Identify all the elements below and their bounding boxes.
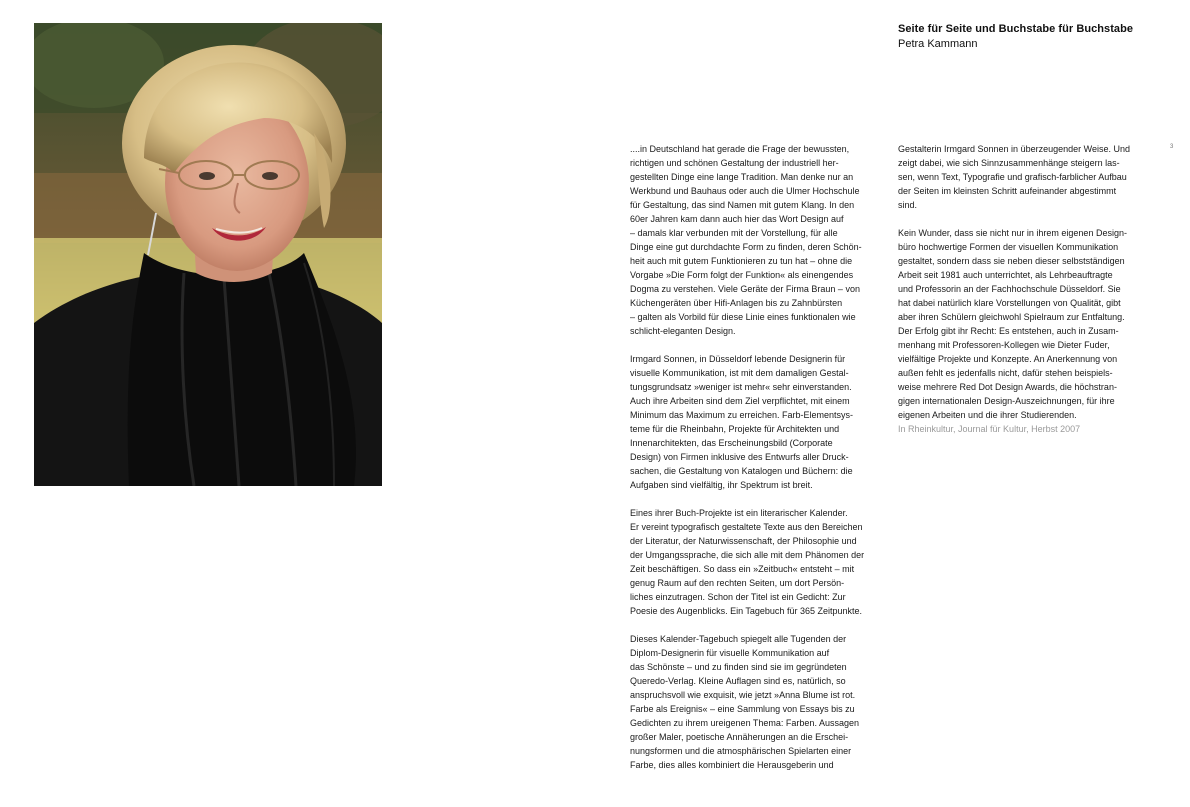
paragraph: Dieses Kalender-Tagebuch spiegelt alle Tugenden der Diplom-Designerin für visuelle Kommunikation auf das Schönste – und zu finden sind sie im gegründeten Queredo-Verlag. Kleine Auflagen sind es, natürlich, so anspruchsvoll wie exquisit, wie jetzt »Anna Blume ist rot. Farbe als Ereignis« – eine Sammlung von Essays bis zu Gedichten zu ihrem ureigenen Thema: Farben. Aussagen großer Maler, poetische Annäherungen an die Erschei- nungsformen und die atmosphärischen Spielarten einer Farbe, dies alles kombiniert die Herausgeberin und	[630, 634, 859, 770]
source-note: In Rheinkultur, Journal für Kultur, Herbst 2007	[898, 424, 1081, 434]
paragraph: Irmgard Sonnen, in Düsseldorf lebende Designerin für visuelle Kommunikation, ist mit dem damaligen Gestal- tungsgrundsatz »weniger ist mehr« sehr einverstanden. Auch ihre Arbeiten sind dem Ziel verpflichtet, mit einem Minimum das Maximum zu erreichen. Farb-Elementsys- teme für die Rheinbahn, Projekte für Architekten und Innenarchitekten, das Erscheinungsbild (Corporate Design) von Firmen inklusive des Entwurfs aller Druck- sachen, die Gestaltung von Katalogen und Büchern: die Aufgaben sind vielfältig, ihr Spektrum ist breit.	[630, 354, 854, 490]
text-column-left	[630, 142, 892, 786]
text-column-right	[898, 142, 1160, 450]
page-number: 3	[1170, 144, 1174, 150]
article-author: Petra Kammann	[898, 38, 978, 50]
paragraph: ....in Deutschland hat gerade die Frage der bewussten, richtigen und schönen Gestaltung der industriell her- gestellten Dinge eine lange Tradition. Man denke nur an Werkbund und Bauhaus oder auch die Ulmer Hochschule für Gestaltung, das sind Namen mit gutem Klang. In den 60er Jahren kam dann auch hier das Wort Design auf – damals klar verbunden mit der Vorstellung, für alle Dinge eine gut durchdachte Form zu finden, deren Schön- heit auch mit gutem Funktionieren zu tun hat – ohne die Vorgabe »Die Form folgt der Funktion« als einengendes Dogma zu verstehen. Viele Geräte der Firma Braun – von Küchengeräten über Hifi-Anlagen bis zu Zahnbürsten – galten als Vorbild für diese Linie eines funktionalen wie schlicht-eleganten Design.	[630, 144, 862, 336]
paragraph: Gestalterin Irmgard Sonnen in überzeugender Weise. Und zeigt dabei, wie sich Sinnzusammenhänge steigern las- sen, wenn Text, Typografie und grafisch-farblicher Aufbau der Seiten im kleinsten Schritt aufeinander abgestimmt sind.	[898, 144, 1130, 210]
article-title: Seite für Seite und Buchstabe für Buchstabe	[898, 23, 1134, 35]
article-header	[898, 22, 1168, 52]
paragraph: Eines ihrer Buch-Projekte ist ein literarischer Kalender. Er vereint typografisch gestaltete Texte aus den Bereichen der Literatur, der Naturwissenschaft, der Philosophie und der Umgangssprache, die sich alle mit dem Phänomen der Zeit beschäftigen. So dass ein »Zeitbuch« entsteht – mit genug Raum auf den rechten Seiten, um dort Persön- liches einzutragen. Schon der Titel ist ein Gedicht: Zur Poesie des Augenblicks. Ein Tagebuch für 365 Zeitpunkte.	[630, 508, 865, 616]
paragraph: Kein Wunder, dass sie nicht nur in ihrem eigenen Design- büro hochwertige Formen der visuellen Kommunikation gestaltet, sondern dass sie neben dieser selbstständigen Arbeit seit 1981 auch unterrichtet, als Lehrbeauftragte und Professorin an der Fachhochschule Düsseldorf. Sie hat dabei natürlich klare Vorstellungen von Qualität, gibt aber ihren Schülern gleichwohl Spielraum zur Entfaltung. Der Erfolg gibt ihr Recht: Es entstehen, auch in Zusam- menhang mit Professoren-Kollegen wie Dieter Fuder, vielfältige Projekte und Konzepte. An Anerkennung von außen fehlt es jedenfalls nicht, dafür stehen beispiels- weise mehrere Red Dot Design Awards, die höchstran- gigen internationalen Design-Auszeichnungen, für ihre eigenen Arbeiten und die ihrer Studierenden.	[898, 228, 1127, 420]
portrait-photo	[34, 23, 382, 486]
